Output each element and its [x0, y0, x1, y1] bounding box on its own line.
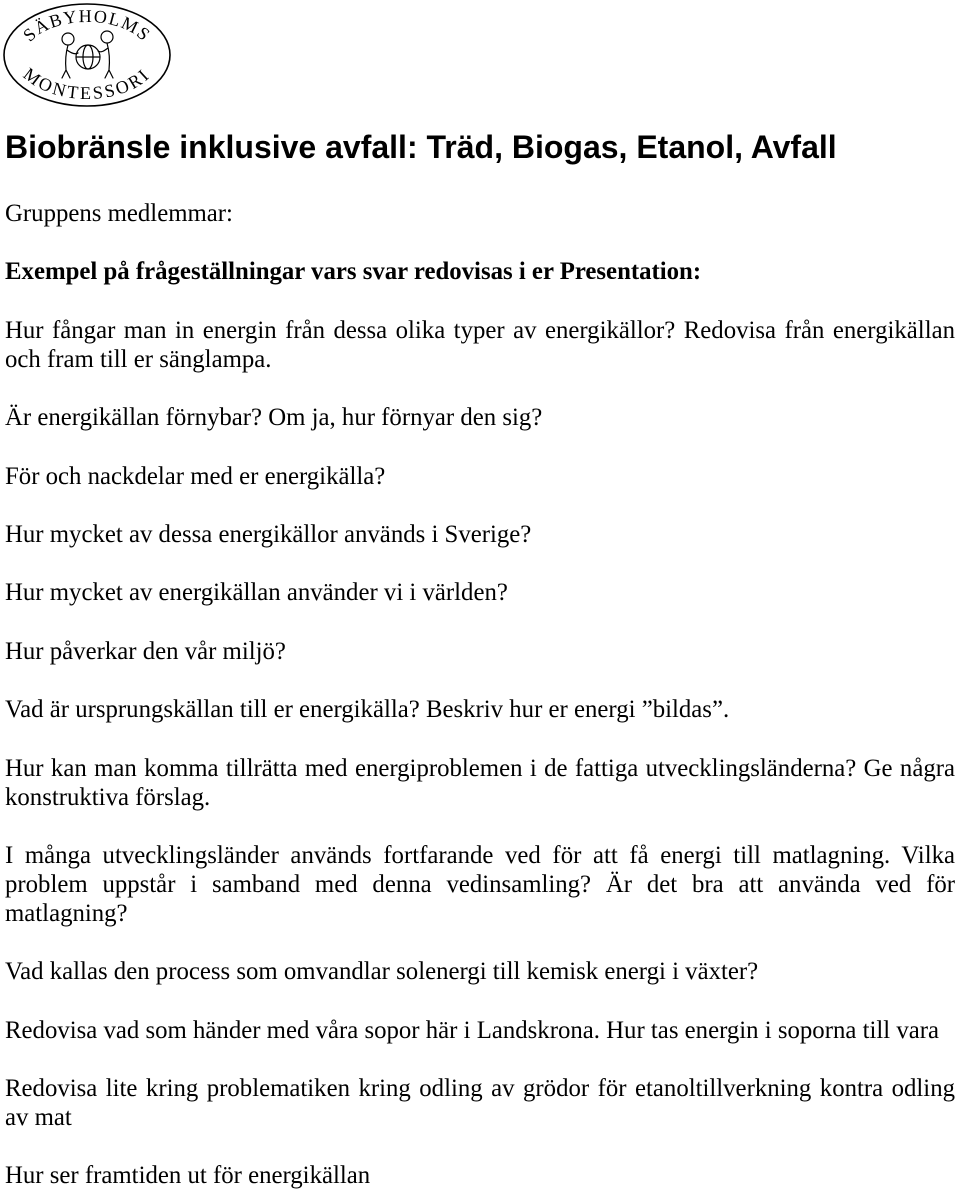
child-figure-left-body: [62, 45, 78, 78]
text-line: Redovisa vad som händer med våra sopor här i Landskrona. Hur tas energin i soporna till vara: [5, 1016, 939, 1044]
question-item: [5, 1074, 955, 1132]
question-item: [5, 637, 955, 666]
text-line: Hur kan man komma tillrätta med energiproblemen i de fattiga utvecklingsländerna? Ge några: [5, 754, 955, 782]
group-members-label: [5, 199, 955, 228]
text-line: Hur påverkar den vår miljö?: [5, 637, 286, 665]
text-line: Exempel på frågeställningar vars svar redovisas i er Presentation:: [5, 258, 702, 286]
text-line: Vad är ursprungskällan till er energikälla? Beskriv hur er energi ”bildas”.: [5, 696, 730, 724]
question-item: [5, 841, 955, 928]
text-line: I många utvecklingsländer används fortfarande ved för att få energi till matlagning. Vilka: [5, 841, 955, 869]
question-item: [5, 403, 955, 432]
logo-illustration: [62, 31, 113, 78]
question-item: [5, 1161, 955, 1190]
text-line: Är energikällan förnybar? Om ja, hur förnyar den sig?: [5, 404, 543, 432]
logo-top-text-path: SÄBYHOLMS: [19, 5, 155, 46]
text-line: För och nackdelar med er energikälla?: [5, 462, 386, 490]
question-item: [5, 462, 955, 491]
text-line: Hur mycket av energikällan använder vi i världen?: [5, 579, 508, 607]
document-title: Biobränsle inklusive avfall: Träd, Biogas, Etanol, Avfall: [5, 129, 837, 165]
text-line: matlagning?: [5, 899, 128, 927]
logo-bottom-text-path: MONTESSORI: [19, 63, 155, 104]
question-item: [5, 957, 955, 986]
text-line: Redovisa lite kring problematiken kring odling av grödor för etanoltillverkning kontra odling: [5, 1075, 955, 1103]
questions-heading: [5, 257, 955, 286]
text-line: Hur mycket av dessa energikällor används i Sverige?: [5, 520, 532, 548]
logo-top-text: [19, 6, 155, 45]
child-figure-right-body: [98, 43, 113, 78]
question-item: [5, 754, 955, 812]
school-logo: [0, 0, 176, 112]
text-line: problem uppstår i samband med denna vedinsamling? Är det bra att använda ved för: [5, 870, 955, 898]
question-item: [5, 695, 955, 724]
child-figure-left-head: [62, 33, 74, 45]
document-body: [5, 199, 955, 1190]
text-line: Hur ser framtiden ut för energikällan: [5, 1162, 371, 1190]
child-figure-right-head: [101, 31, 113, 43]
text-line: Gruppens medlemmar:: [5, 200, 233, 227]
question-item: [5, 316, 955, 374]
text-line: av mat: [5, 1104, 72, 1132]
text-line: Hur fångar man in energin från dessa olika typer av energikällor? Redovisa från energikällan: [5, 316, 955, 344]
question-item: [5, 1016, 955, 1045]
text-line: konstruktiva förslag.: [5, 783, 211, 811]
text-line: och fram till er sänglampa.: [5, 345, 272, 373]
question-item: [5, 578, 955, 607]
text-line: Vad kallas den process som omvandlar solenergi till kemisk energi i växter?: [5, 958, 759, 986]
question-item: [5, 520, 955, 549]
